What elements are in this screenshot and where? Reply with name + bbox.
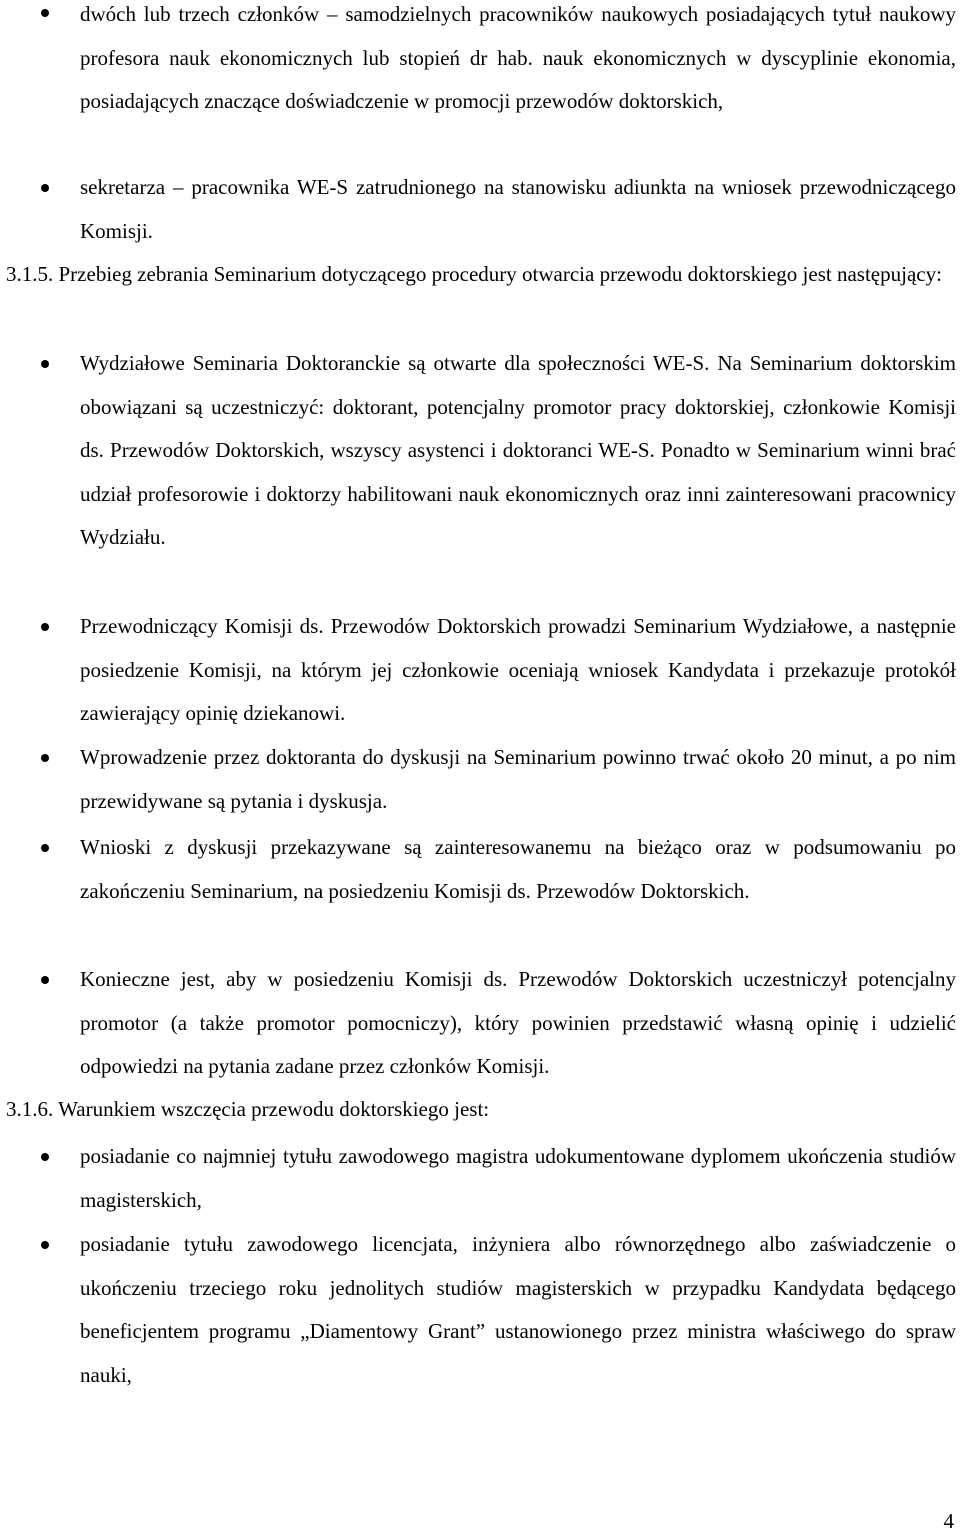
bullet-icon (41, 976, 49, 984)
bullet-icon (41, 844, 49, 852)
list-item-seminar-open: Wydziałowe Seminaria Doktoranckie są otwarte dla społeczności WE-S. Na Seminarium doktorskim obowiązani są uczestniczyć: doktorant, potencjalny promotor pracy doktorskiej, członkowie Komisji ds. Przewodów Doktorskich, wszyscy asystenci i doktoranci WE-S. Ponadto w Seminarium winni brać udział profesorowie i doktorzy habilitowani nauk ekonomicznych oraz inni zainteresowani pracownicy Wydziału. (80, 351, 956, 549)
list-item-committee-secretary: sekretarza – pracownika WE-S zatrudnionego na stanowisku adiunkta na wniosek przewodniczącego Komisji. (80, 175, 956, 243)
bullet-icon (41, 9, 49, 17)
list-item-committee-members: dwóch lub trzech członków – samodzielnych pracowników naukowych posiadających tytuł naukowy profesora nauk ekonomicznych lub stopień dr hab. nauk ekonomicznych w dyscyplinie ekonomia, posiadających znaczące doświadczenie w promocji przewodów doktorskich, (80, 2, 956, 113)
list-item-masters-degree: posiadanie co najmniej tytułu zawodowego magistra udokumentowane dyplomem ukończenia studiów magisterskich, (80, 1144, 956, 1212)
bullet-icon (41, 754, 49, 762)
bullet-icon (41, 360, 49, 368)
bullet-icon (41, 1153, 49, 1161)
section-3-1-5-heading: 3.1.5. Przebieg zebrania Seminarium dotyczącego procedury otwarcia przewodu doktorskiego jest następujący: (6, 262, 942, 286)
bullet-icon (41, 184, 49, 192)
bullet-icon (41, 623, 49, 631)
list-item-promoter-attendance: Konieczne jest, aby w posiedzeniu Komisji ds. Przewodów Doktorskich uczestniczył potencjalny promotor (a także promotor pomocniczy), który powinien przedstawić własną opinię i udzielić odpowiedzi na pytania zadane przez członków Komisji. (80, 967, 956, 1078)
list-item-introduction-duration: Wprowadzenie przez doktoranta do dyskusji na Seminarium powinno trwać około 20 minut, a po nim przewidywane są pytania i dyskusja. (80, 745, 956, 813)
page-number: 4 (943, 1509, 954, 1533)
bullet-icon (41, 1241, 49, 1249)
list-item-bachelors-diamond-grant: posiadanie tytułu zawodowego licencjata, inżyniera albo równorzędnego albo zaświadczenie o ukończeniu trzeciego roku jednolitych studiów magisterskich w przypadku Kandydata będącego beneficjentem programu „Diamentowy Grant” ustanowionego przez ministra właściwego do spraw nauki, (80, 1232, 956, 1387)
section-3-1-6-heading: 3.1.6. Warunkiem wszczęcia przewodu doktorskiego jest: (6, 1097, 490, 1121)
list-item-conclusions: Wnioski z dyskusji przekazywane są zainteresowanemu na bieżąco oraz w podsumowaniu po zakończeniu Seminarium, na posiedzeniu Komisji ds. Przewodów Doktorskich. (80, 835, 956, 903)
list-item-chairman-leads: Przewodniczący Komisji ds. Przewodów Doktorskich prowadzi Seminarium Wydziałowe, a następnie posiedzenie Komisji, na którym jej członkowie oceniają wniosek Kandydata i przekazuje protokół zawierający opinię dziekanowi. (80, 614, 956, 725)
